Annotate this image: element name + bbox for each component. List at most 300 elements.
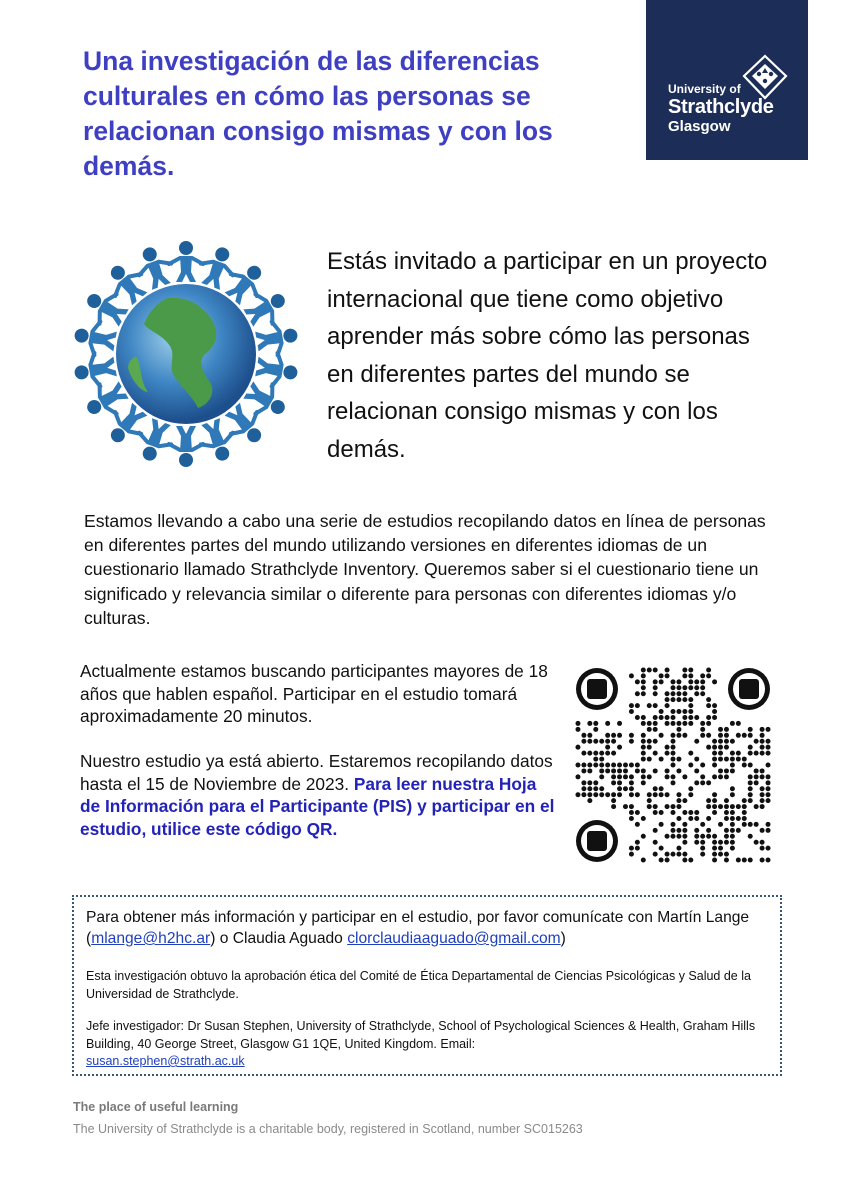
qr-module: [676, 691, 681, 696]
qr-module: [659, 757, 664, 762]
qr-module: [629, 846, 634, 851]
qr-module: [700, 721, 705, 726]
qr-module: [766, 763, 771, 768]
qr-module: [629, 786, 634, 791]
qr-module: [587, 768, 592, 773]
qr-module: [712, 739, 717, 744]
qr-module: [736, 751, 741, 756]
qr-module: [688, 715, 693, 720]
qr-module: [593, 757, 598, 762]
qr-module: [718, 804, 723, 809]
qr-module: [694, 810, 699, 815]
email-link-claudia[interactable]: clorclaudiaaguado@gmail.com: [347, 930, 561, 947]
qr-module: [665, 697, 670, 702]
qr-module: [635, 810, 640, 815]
qr-module: [581, 763, 586, 768]
qr-module: [682, 852, 687, 857]
qr-module: [635, 691, 640, 696]
qr-module: [676, 852, 681, 857]
qr-module: [605, 768, 610, 773]
qr-module: [671, 709, 676, 714]
qr-module: [748, 727, 753, 732]
qr-module: [724, 810, 729, 815]
qr-module: [575, 721, 580, 726]
qr-module: [647, 804, 652, 809]
qr-module: [730, 792, 735, 797]
qr-module: [611, 739, 616, 744]
qr-module: [671, 810, 676, 815]
qr-module: [760, 828, 765, 833]
qr-module: [688, 858, 693, 863]
qr-module: [766, 745, 771, 750]
qr-module: [659, 679, 664, 684]
qr-module: [599, 751, 604, 756]
qr-module: [641, 745, 646, 750]
qr-module: [653, 691, 658, 696]
qr-module: [766, 751, 771, 756]
qr-module: [676, 792, 681, 797]
qr-module: [593, 727, 598, 732]
qr-module: [712, 703, 717, 708]
qr-module: [671, 763, 676, 768]
qr-module: [760, 727, 765, 732]
qr-module: [605, 721, 610, 726]
qr-module: [754, 774, 759, 779]
qr-module: [700, 840, 705, 845]
qr-module: [635, 840, 640, 845]
qr-module: [730, 822, 735, 827]
qr-module: [700, 691, 705, 696]
qr-module: [641, 721, 646, 726]
qr-module: [718, 757, 723, 762]
qr-module: [629, 804, 634, 809]
qr-module: [581, 780, 586, 785]
qr-module: [593, 721, 598, 726]
qr-module: [635, 703, 640, 708]
qr-module: [671, 697, 676, 702]
qr-module: [760, 733, 765, 738]
qr-module: [694, 780, 699, 785]
qr-module: [712, 840, 717, 845]
open-study-statement: Nuestro estudio ya está abierto. Estaremos recopilando datos hasta el 15 de Noviembre de 2023.: [80, 751, 553, 794]
qr-module: [742, 804, 747, 809]
qr-module: [581, 768, 586, 773]
qr-module: [706, 745, 711, 750]
qr-module: [724, 828, 729, 833]
qr-module: [718, 852, 723, 857]
qr-module: [748, 858, 753, 863]
qr-module: [617, 721, 622, 726]
recruitment-text: Actualmente estamos buscando participantes mayores de 18 años que hablen español. Participar en el estudio tomará aproximadamente 20 minutos.: [80, 661, 548, 726]
qr-module: [748, 763, 753, 768]
qr-module: [635, 715, 640, 720]
qr-module: [611, 792, 616, 797]
qr-module: [754, 822, 759, 827]
qr-module: [724, 745, 729, 750]
qr-module: [653, 739, 658, 744]
qr-module: [671, 679, 676, 684]
contact-mid: ) o Claudia Aguado: [210, 930, 348, 947]
email-link-mlange[interactable]: mlange@h2hc.ar: [91, 930, 211, 947]
qr-module: [593, 780, 598, 785]
qr-module: [724, 774, 729, 779]
qr-module: [748, 822, 753, 827]
qr-module: [688, 667, 693, 672]
qr-module: [682, 721, 687, 726]
qr-module: [611, 768, 616, 773]
qr-module: [676, 798, 681, 803]
qr-module: [766, 780, 771, 785]
qr-module: [676, 679, 681, 684]
qr-module: [760, 804, 765, 809]
qr-module: [700, 846, 705, 851]
qr-module: [587, 798, 592, 803]
email-link-susan[interactable]: susan.stephen@strath.ac.uk: [86, 1054, 245, 1068]
qr-module: [611, 804, 616, 809]
qr-module: [682, 834, 687, 839]
qr-module: [742, 757, 747, 762]
qr-module: [736, 816, 741, 821]
qr-module: [706, 816, 711, 821]
qr-module: [748, 774, 753, 779]
qr-module: [718, 751, 723, 756]
invitation-text: Estás invitado a participar en un proyecto internacional que tiene como objetivo aprender más sobre cómo las personas en diferentes partes del mundo se relacionan consigo mismas y con los demás.: [327, 248, 768, 463]
logo-line-3: Glasgow: [668, 118, 731, 135]
qr-module: [718, 774, 723, 779]
qr-module: [587, 786, 592, 791]
qr-module: [671, 834, 676, 839]
qr-module: [617, 780, 622, 785]
qr-module: [730, 757, 735, 762]
qr-module: [694, 816, 699, 821]
qr-module: [593, 751, 598, 756]
qr-module: [653, 703, 658, 708]
qr-module: [676, 733, 681, 738]
qr-module: [599, 768, 604, 773]
qr-module: [706, 721, 711, 726]
qr-module: [712, 715, 717, 720]
qr-module: [730, 739, 735, 744]
qr-module: [659, 810, 664, 815]
qr-module: [659, 673, 664, 678]
qr-module: [635, 768, 640, 773]
qr-module: [587, 733, 592, 738]
qr-module: [641, 858, 646, 863]
qr-module: [688, 703, 693, 708]
qr-module: [665, 852, 670, 857]
qr-module: [676, 709, 681, 714]
qr-module: [712, 745, 717, 750]
ethics-statement: Esta investigación obtuvo la aprobación ética del Comité de Ética Departamental de Ciencias Psicológicas y Salud de la Universidad de Strathclyde.: [86, 969, 751, 1001]
qr-module: [688, 679, 693, 684]
qr-module: [688, 751, 693, 756]
qr-module: [647, 703, 652, 708]
qr-module: [730, 786, 735, 791]
qr-module: [700, 780, 705, 785]
qr-module: [718, 822, 723, 827]
investigator-text: Jefe investigador: Dr Susan Stephen, University of Strathclyde, School of Psychological Sciences & Health, Graham Hills Building, 40 George Street, Glasgow G1 1QE, United Kingdom. Email:: [86, 1019, 756, 1051]
qr-module: [694, 679, 699, 684]
qr-module: [587, 780, 592, 785]
qr-module: [641, 679, 646, 684]
qr-module: [730, 721, 735, 726]
qr-module: [736, 858, 741, 863]
qr-module: [748, 798, 753, 803]
qr-module: [760, 858, 765, 863]
qr-code[interactable]: [575, 667, 771, 863]
qr-module: [665, 691, 670, 696]
qr-module: [611, 733, 616, 738]
qr-module: [694, 757, 699, 762]
qr-module: [659, 786, 664, 791]
qr-module: [700, 834, 705, 839]
person-figure: [195, 242, 241, 292]
qr-module: [653, 792, 658, 797]
qr-module: [676, 768, 681, 773]
qr-module: [671, 774, 676, 779]
qr-module: [724, 768, 729, 773]
qr-module: [629, 780, 634, 785]
qr-module: [688, 786, 693, 791]
study-description: Estamos llevando a cabo una serie de estudios recopilando datos en línea de personas en diferentes partes del mundo utilizando versiones en diferentes idiomas de un cuestionario llamado Strathclyde Inventory. Queremos saber si el cuestionario tiene un significado y relevancia similar o diferente para personas con diferentes idiomas y/o culturas.: [84, 511, 766, 628]
qr-module: [748, 786, 753, 791]
qr-module: [647, 774, 652, 779]
qr-module: [629, 763, 634, 768]
qr-module: [611, 780, 616, 785]
qr-module: [676, 846, 681, 851]
qr-module: [688, 697, 693, 702]
globe-people-illustration: [70, 236, 302, 472]
qr-module: [605, 763, 610, 768]
person-figure: [169, 241, 203, 282]
qr-module: [599, 763, 604, 768]
contact-intro: Para obtener más información y participar en el estudio, por favor comunícate con Martín Lange (: [86, 909, 750, 947]
qr-module: [671, 745, 676, 750]
qr-module: [671, 685, 676, 690]
qr-module: [700, 685, 705, 690]
qr-module: [665, 792, 670, 797]
qr-module: [647, 745, 652, 750]
qr-module: [659, 822, 664, 827]
qr-module: [700, 733, 705, 738]
qr-module: [724, 840, 729, 845]
qr-module: [724, 804, 729, 809]
qr-module: [653, 685, 658, 690]
qr-module: [682, 697, 687, 702]
qr-module: [730, 840, 735, 845]
qr-module: [724, 858, 729, 863]
qr-module: [659, 792, 664, 797]
university-logo: [646, 0, 808, 160]
qr-module: [659, 709, 664, 714]
qr-module: [712, 834, 717, 839]
qr-module: [617, 792, 622, 797]
qr-module: [754, 840, 759, 845]
qr-module: [647, 721, 652, 726]
qr-module: [718, 733, 723, 738]
qr-module: [706, 715, 711, 720]
qr-module: [736, 733, 741, 738]
qr-module: [617, 774, 622, 779]
qr-module: [653, 810, 658, 815]
person-figure: [72, 318, 118, 359]
qr-module: [736, 804, 741, 809]
qr-module: [694, 715, 699, 720]
qr-module: [688, 721, 693, 726]
qr-module: [730, 804, 735, 809]
qr-module: [599, 792, 604, 797]
qr-module: [665, 834, 670, 839]
qr-module: [653, 828, 658, 833]
qr-module: [682, 840, 687, 845]
qr-module: [712, 792, 717, 797]
qr-module: [712, 757, 717, 762]
qr-module: [706, 798, 711, 803]
qr-module: [653, 667, 658, 672]
footer-slogan: The place of useful learning: [73, 1100, 239, 1114]
qr-module: [766, 792, 771, 797]
qr-module: [629, 810, 634, 815]
qr-module: [700, 852, 705, 857]
qr-module: [760, 768, 765, 773]
qr-module: [623, 786, 628, 791]
qr-module: [700, 822, 705, 827]
qr-module: [712, 774, 717, 779]
qr-module: [694, 739, 699, 744]
qr-module: [682, 733, 687, 738]
qr-module: [635, 763, 640, 768]
qr-module: [575, 727, 580, 732]
qr-module: [605, 745, 610, 750]
qr-module: [641, 739, 646, 744]
qr-module: [635, 822, 640, 827]
qr-module: [700, 727, 705, 732]
qr-module: [641, 691, 646, 696]
qr-module: [671, 733, 676, 738]
qr-module: [665, 804, 670, 809]
qr-module: [682, 798, 687, 803]
qr-module: [653, 786, 658, 791]
qr-module: [641, 751, 646, 756]
qr-module: [694, 840, 699, 845]
qr-module: [718, 745, 723, 750]
qr-module: [676, 757, 681, 762]
qr-module: [742, 816, 747, 821]
page-title: Una investigación de las diferencias culturales en cómo las personas se relacionan consigo mismas y con los demás.: [83, 46, 553, 181]
qr-module: [730, 751, 735, 756]
qr-module: [694, 768, 699, 773]
qr-module: [653, 715, 658, 720]
qr-module: [599, 739, 604, 744]
qr-module: [676, 685, 681, 690]
qr-finder-top-right: [728, 668, 770, 710]
qr-module: [671, 739, 676, 744]
qr-module: [676, 816, 681, 821]
logo-line-2: Strathclyde: [668, 96, 774, 118]
qr-module: [730, 763, 735, 768]
qr-module: [718, 846, 723, 851]
qr-module: [706, 703, 711, 708]
qr-module: [688, 763, 693, 768]
qr-module: [676, 834, 681, 839]
qr-module: [587, 739, 592, 744]
qr-module: [748, 733, 753, 738]
qr-module: [581, 751, 586, 756]
qr-module: [748, 792, 753, 797]
qr-module: [682, 685, 687, 690]
qr-module: [629, 733, 634, 738]
person-figure: [195, 416, 241, 466]
qr-module: [706, 834, 711, 839]
qr-module: [629, 709, 634, 714]
qr-instruction: Para leer nuestra Hoja de Información para el Participante (PIS) y participar en el estudio, utilice este código QR.: [80, 773, 555, 839]
qr-module: [665, 774, 670, 779]
contact-end: ): [560, 930, 566, 947]
qr-module: [760, 786, 765, 791]
qr-module: [659, 715, 664, 720]
qr-module: [593, 792, 598, 797]
qr-module: [605, 733, 610, 738]
qr-module: [641, 768, 646, 773]
logo-line-1: University of: [668, 82, 741, 96]
qr-module: [665, 768, 670, 773]
qr-module: [706, 804, 711, 809]
qr-module: [724, 834, 729, 839]
qr-module: [641, 774, 646, 779]
qr-module: [742, 858, 747, 863]
qr-module: [712, 763, 717, 768]
qr-module: [748, 834, 753, 839]
qr-module: [712, 858, 717, 863]
qr-module: [754, 739, 759, 744]
qr-module: [617, 733, 622, 738]
qr-module: [671, 691, 676, 696]
qr-module: [748, 780, 753, 785]
qr-module: [766, 822, 771, 827]
qr-module: [742, 798, 747, 803]
qr-module: [671, 852, 676, 857]
qr-module: [748, 745, 753, 750]
qr-module: [641, 834, 646, 839]
qr-module: [682, 691, 687, 696]
qr-module: [724, 739, 729, 744]
qr-module: [700, 679, 705, 684]
qr-module: [635, 846, 640, 851]
qr-module: [617, 763, 622, 768]
qr-module: [730, 768, 735, 773]
qr-module: [629, 816, 634, 821]
qr-module: [581, 792, 586, 797]
qr-module: [724, 757, 729, 762]
qr-module: [659, 733, 664, 738]
qr-module: [623, 768, 628, 773]
qr-module: [706, 733, 711, 738]
qr-module: [581, 733, 586, 738]
qr-module: [694, 834, 699, 839]
qr-module: [665, 858, 670, 863]
qr-module: [599, 757, 604, 762]
qr-module: [623, 763, 628, 768]
qr-module: [706, 828, 711, 833]
qr-module: [575, 745, 580, 750]
qr-module: [730, 810, 735, 815]
qr-module: [641, 757, 646, 762]
open-study-text: [80, 750, 560, 840]
qr-module: [718, 768, 723, 773]
qr-module: [766, 798, 771, 803]
person-figure: [131, 242, 177, 292]
qr-module: [671, 715, 676, 720]
